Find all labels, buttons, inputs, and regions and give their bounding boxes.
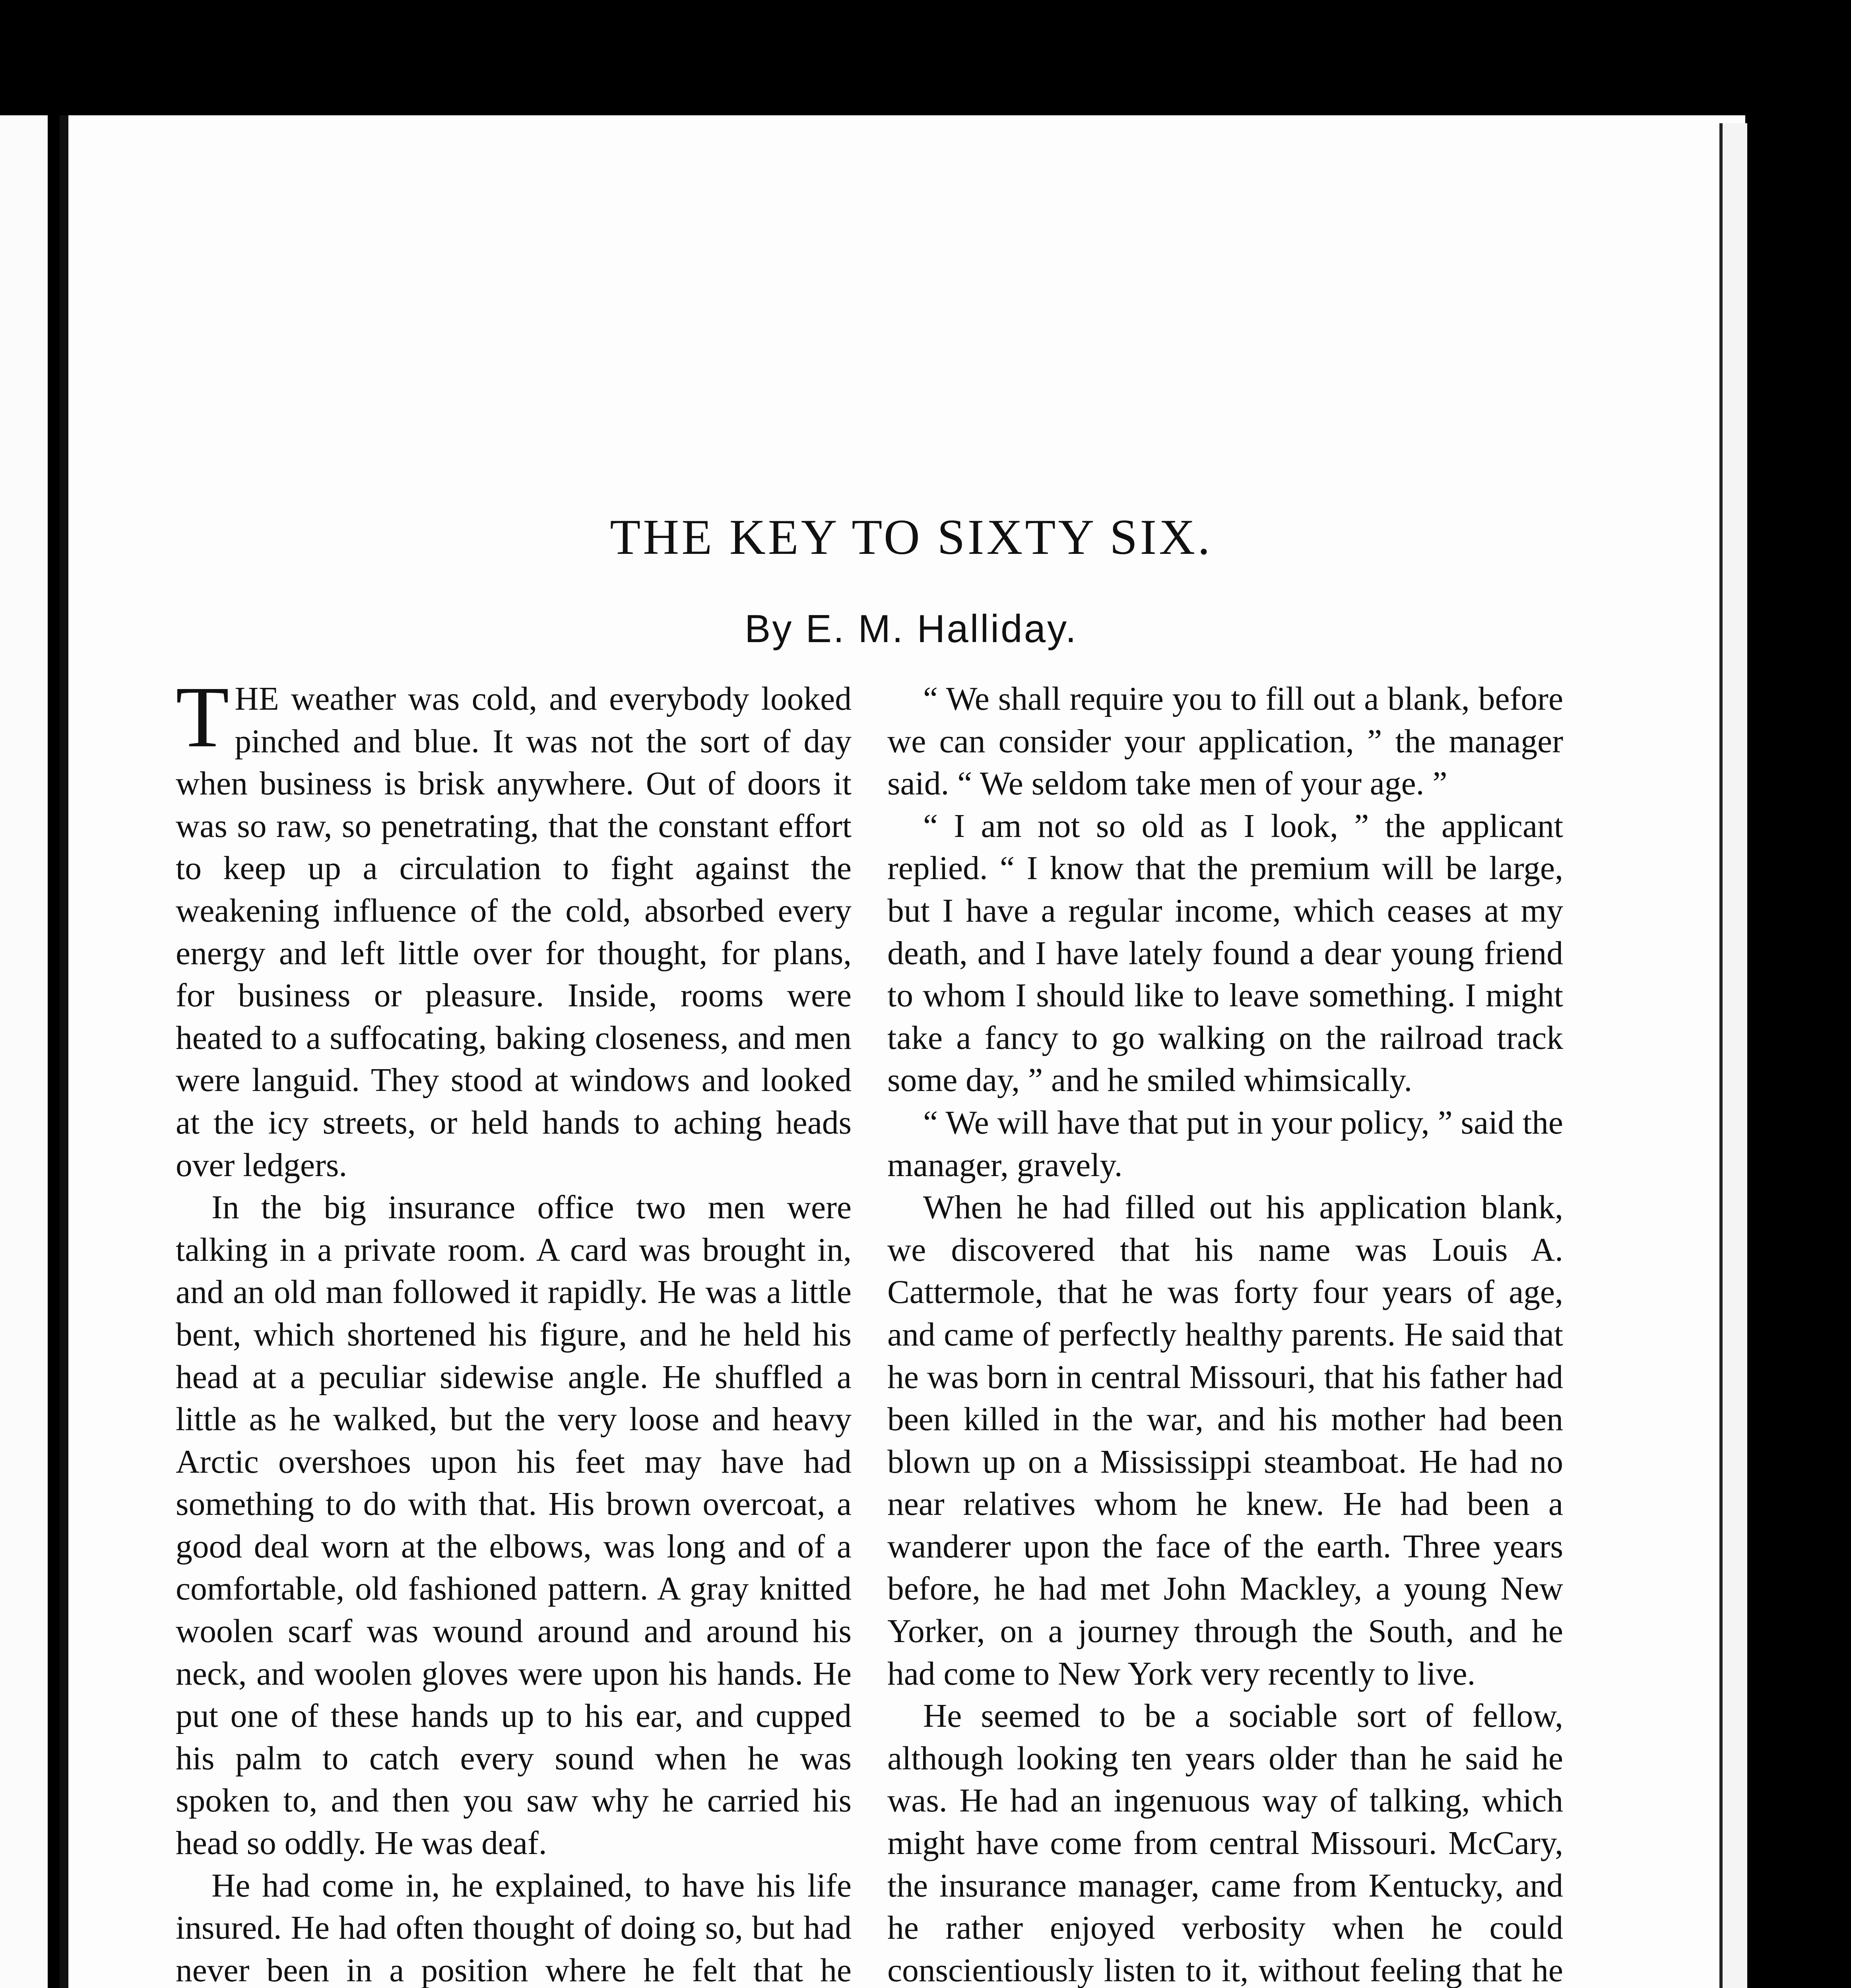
article-title: THE KEY TO SIXTY SIX. bbox=[610, 510, 1213, 565]
paragraph-text: HE weather was cold, and everybody looked pinched and blue. It was not the sort of day when business is brisk anywhere. Out of doors it was so raw, so penetrating, that the constant effort to keep up a circulation to fight against the weakening influence of the cold, absorbed every energy and left little over for thought, for plans, for business or pleasure. Inside, rooms were heated to a suffocating, baking closeness, and men were languid. They stood at windows and looked at the icy streets, or held hands to aching heads over ledgers. bbox=[176, 681, 852, 1184]
facing-page-edge bbox=[0, 115, 48, 1988]
paragraph: “ We will have that put in your policy, ” said the manager, gravely. bbox=[887, 1104, 1563, 1184]
document-page bbox=[60, 115, 1745, 1988]
article-byline: By E. M. Halliday. bbox=[744, 607, 1078, 650]
paragraph: “ I am not so old as I look, ” the applicant replied. “ I know that the premium will be large, but I have a regular income, which ceases at my death, and I have lately found a dear young friend to whom I should like to leave something. I might take a fancy to go walking on the railroad track some day, ” and he smiled whimsically. bbox=[887, 808, 1563, 1099]
paragraph bbox=[176, 668, 852, 1186]
paragraph: When he had filled out his application blank, we discovered that his name was Louis A. Cattermole, that he was forty four years of age, and came of perfectly healthy parents. He said that he was born in central Missouri, that his father had been killed in the war, and his mother had been blown up on a Mississippi steamboat. He had no near relatives whom he knew. He had been a wanderer upon the face of the earth. Three years before, he had met John Mackley, a young New Yorker, on a journey through the South, and he had come to New York very recently to live. bbox=[887, 1189, 1563, 1692]
paragraph: “ We shall require you to fill out a blank, before we can consider your application, ” the manager said. “ We seldom take men of your age. ” bbox=[887, 681, 1563, 802]
page-fold-edge bbox=[1719, 123, 1747, 1988]
left-column bbox=[176, 668, 852, 1988]
right-column bbox=[887, 678, 1563, 1988]
paragraph: He seemed to be a sociable sort of fellow, although looking ten years older than he said he was. He had an ingenuous way of talking, which might have come from central Missouri. McCary, the insurance manager, came from Kentucky, and he rather enjoyed verbosity when he could conscientiously listen to it, without feeling that he bbox=[887, 1698, 1563, 1988]
paragraph: He had come in, he explained, to have his life insured. He had often thought of doing so, but had never been in a position where he felt that he bbox=[176, 1867, 852, 1988]
paragraph: In the big insurance office two men were talking in a private room. A card was brought in, and an old man followed it rapidly. He was a little bent, which shortened his figure, and he held his head at a peculiar sidewise angle. He shuffled a little as he walked, but the very loose and heavy Arctic overshoes upon his feet may have had something to do with that. His brown overcoat, a good deal worn at the elbows, was long and of a comfortable, old fashioned pattern. A gray knitted woolen scarf was wound around and around his neck, and woolen gloves were upon his hands. He put one of these hands up to his ear, and cupped his palm to catch every sound when he was spoken to, and then you saw why he carried his head so oddly. He was deaf. bbox=[176, 1189, 852, 1862]
drop-cap: T bbox=[176, 668, 229, 765]
